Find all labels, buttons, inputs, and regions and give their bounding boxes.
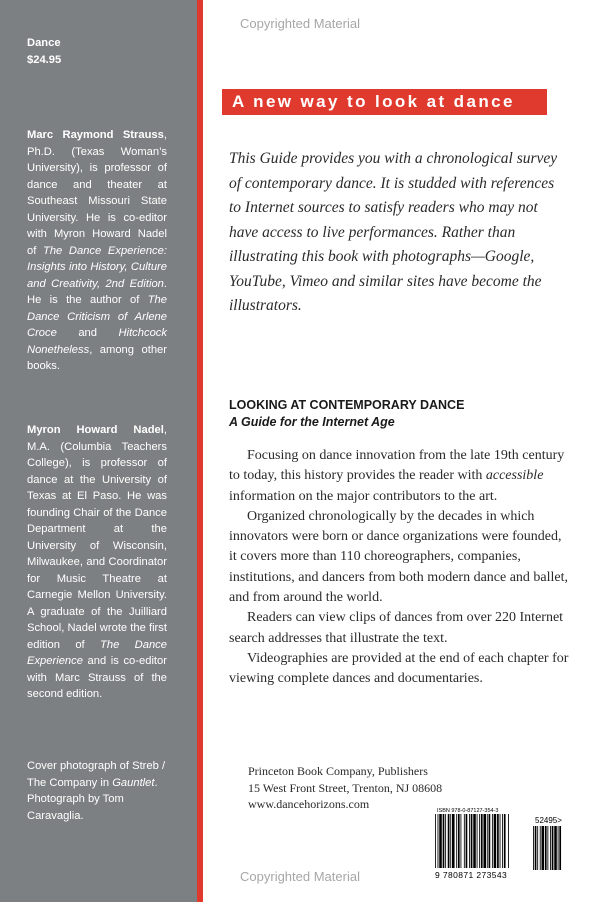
bio-text: and is co-editor with Marc Strauss of the second edition. bbox=[27, 655, 167, 700]
book-subtitle: A Guide for the Internet Age bbox=[229, 415, 395, 429]
red-divider-stripe bbox=[197, 0, 203, 902]
addon-bar bbox=[554, 826, 557, 870]
addon-bar bbox=[540, 826, 541, 870]
price-label: $24.95 bbox=[27, 53, 62, 66]
watermark-bottom: Copyrighted Material bbox=[240, 869, 360, 884]
book-title: The Dance Experience bbox=[27, 638, 167, 667]
addon-bar bbox=[559, 826, 561, 870]
book-title: Hitchcock Nonetheless bbox=[27, 327, 167, 356]
barcode-bar bbox=[477, 814, 478, 868]
bio-text: and bbox=[56, 327, 119, 339]
author-name-strauss: Marc Raymond Strauss bbox=[27, 129, 164, 141]
book-title: The Dance Experience: Insights into History, Culture and Creativity, 2nd Edition bbox=[27, 244, 167, 290]
body-text: information on the major contributors to the art. bbox=[229, 488, 498, 504]
barcode-bar bbox=[464, 814, 465, 868]
price-addon-code: 52495> bbox=[535, 816, 562, 825]
isbn-label: ISBN 978-0-87127-354-3 bbox=[437, 808, 499, 814]
barcode-bar bbox=[456, 814, 457, 868]
book-title-heading: LOOKING AT CONTEMPORARY DANCE bbox=[229, 398, 465, 412]
barcode-bar bbox=[438, 814, 439, 868]
barcode-bar bbox=[439, 814, 442, 868]
barcode-bar bbox=[479, 814, 480, 868]
barcode-bar bbox=[508, 814, 509, 868]
barcode-bar bbox=[494, 814, 497, 868]
description-paragraph bbox=[229, 446, 569, 507]
barcode-bar bbox=[481, 814, 483, 868]
barcode-bar bbox=[504, 814, 506, 868]
barcode-bar bbox=[452, 814, 455, 868]
description-paragraph: Readers can view clips of dances from over 220 Internet search addresses that illustrate the text. bbox=[229, 610, 564, 646]
emphasis-text: accessible bbox=[485, 468, 544, 484]
tagline-banner: A new way to look at dance bbox=[222, 89, 547, 115]
watermark-top: Copyrighted Material bbox=[240, 16, 360, 31]
work-title: Gauntlet bbox=[112, 776, 155, 789]
description-body bbox=[229, 446, 569, 690]
author-bio-strauss bbox=[27, 127, 167, 375]
category-label: Dance bbox=[27, 37, 61, 49]
barcode-bar bbox=[492, 814, 493, 868]
addon-bar bbox=[533, 826, 534, 870]
book-title: The Dance Criticism of Arlene Croce bbox=[27, 294, 167, 339]
barcode-bar bbox=[435, 814, 436, 868]
bio-text: , among other books. bbox=[27, 343, 167, 372]
barcode-bar bbox=[471, 814, 473, 868]
credit-text: . Photograph by Tom Caravaglia. bbox=[27, 776, 158, 822]
intro-paragraph: This Guide provides you with a chronological survey of contemporary dance. It is studded with references to Internet sources to satisfy readers who may not have access to live performances. Rather than illustrating this book with photographs—Google, YouTube, Vimeo and similar sites have become the illustrators. bbox=[229, 150, 558, 314]
addon-bar bbox=[545, 826, 547, 870]
barcode-bar bbox=[469, 814, 470, 868]
addon-bar bbox=[550, 826, 551, 870]
barcode-bar bbox=[448, 814, 450, 868]
publisher-info bbox=[248, 763, 508, 813]
barcode-bar bbox=[500, 814, 501, 868]
cover-photo-credit bbox=[27, 758, 167, 824]
publisher-address: 15 West Front Street, Trenton, NJ 08608 bbox=[248, 780, 443, 795]
author-name-nadel: Myron Howard Nadel bbox=[27, 424, 164, 436]
barcode-bar bbox=[461, 814, 462, 868]
barcode-bar bbox=[450, 814, 451, 868]
body-text: Focusing on dance innovation from the late 19th century to today, this history provides the reader with bbox=[229, 448, 565, 484]
credit-text: Cover photograph of Streb / The Company in bbox=[27, 760, 166, 789]
bio-text: , Ph.D. (Texas Woman’s University), is professor of dance and theater at Southeast Missouri State University. He is co-editor with Myron Howard Nadel of bbox=[27, 129, 167, 257]
barcode-bar bbox=[445, 814, 446, 868]
barcode-bar bbox=[443, 814, 445, 868]
addon-bar bbox=[537, 826, 538, 870]
bio-text: , M.A. (Columbia Teachers College), is professor of dance at the University of Texas at El Paso. He was founding Chair of the Dance Department at the University of Wisconsin, Milwaukee, and Coordinator for Music Theatre at Carnegie Mellon University. A graduate of the Juilliard School, Nadel wrote the first edition of bbox=[27, 424, 167, 651]
barcode-bar bbox=[497, 814, 499, 868]
author-bio-nadel bbox=[27, 422, 167, 703]
addon-bar bbox=[535, 826, 537, 870]
barcode-bars-graphic bbox=[431, 814, 573, 872]
addon-bar bbox=[542, 826, 545, 870]
barcode-number: 9 780871 273543 bbox=[435, 870, 508, 880]
barcode-bar bbox=[483, 814, 486, 868]
barcode-bar bbox=[466, 814, 468, 868]
description-paragraph: Organized chronologically by the decades in which innovators were born or dance organizations were founded, it covers more than 110 choreographers, companies, institutions, and dancers from both modern dance and ballet, and from around the world. bbox=[229, 508, 569, 606]
addon-bar bbox=[552, 826, 554, 870]
category-price-block bbox=[27, 35, 167, 68]
barcode-bar bbox=[487, 814, 488, 868]
barcode-bar bbox=[473, 814, 476, 868]
publisher-name: Princeton Book Company, Publishers bbox=[248, 764, 428, 778]
addon-bar bbox=[558, 826, 559, 870]
addon-bar bbox=[547, 826, 548, 870]
publisher-website: www.dancehorizons.com bbox=[248, 797, 370, 811]
bio-text: . He is the author of bbox=[27, 277, 167, 306]
barcode-bar bbox=[458, 814, 460, 868]
barcode-bar bbox=[489, 814, 491, 868]
description-paragraph: Videographies are provided at the end of each chapter for viewing complete dances and documentaries. bbox=[229, 650, 569, 687]
barcode-bar bbox=[502, 814, 503, 868]
